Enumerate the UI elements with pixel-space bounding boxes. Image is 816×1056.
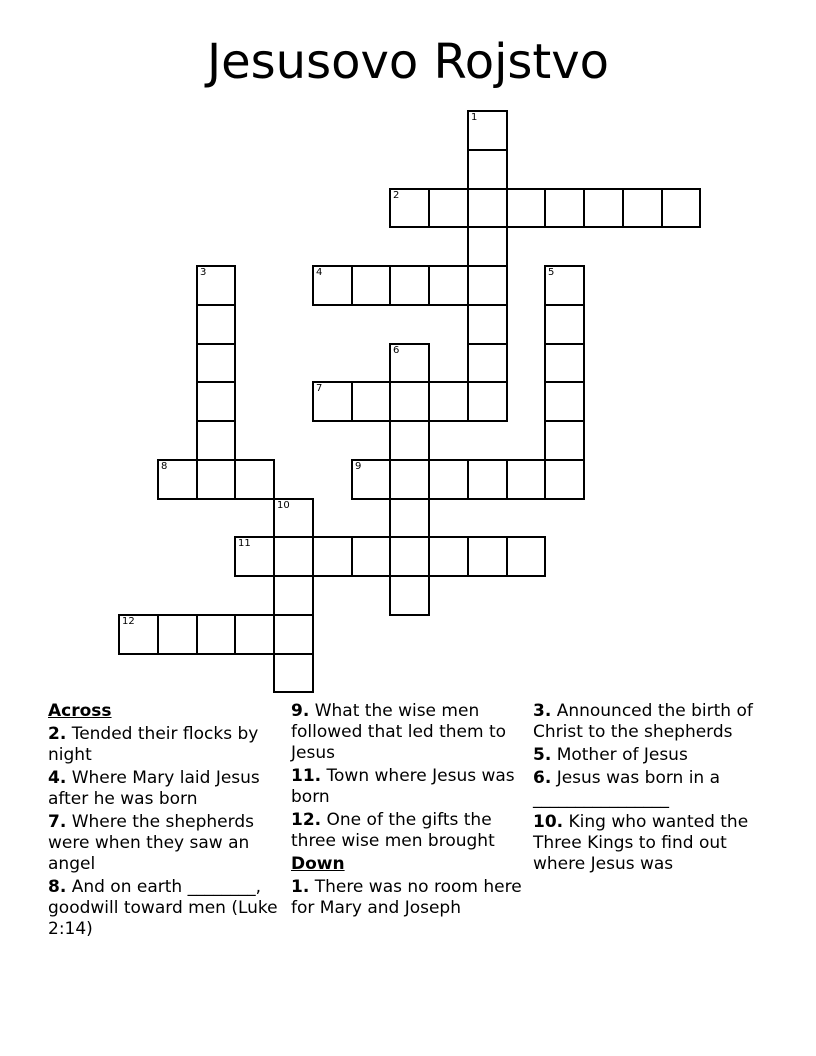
grid-cell[interactable] <box>351 536 391 577</box>
grid-cell[interactable] <box>506 536 546 577</box>
clue-number-label: 3 <box>200 267 207 278</box>
clue-number-label: 9 <box>355 461 362 472</box>
grid-cell[interactable] <box>389 381 430 422</box>
grid-cell[interactable] <box>234 459 275 500</box>
clue-number-label: 10 <box>277 500 290 511</box>
grid-cell[interactable] <box>351 381 391 422</box>
grid-cell[interactable] <box>273 575 314 616</box>
clue-down-6 <box>533 768 765 810</box>
clue-number-label: 12 <box>122 616 135 627</box>
clue-number: 2. <box>48 724 67 744</box>
clue-text: There was no room here for Mary and Joseph <box>291 877 522 918</box>
clue-down-3 <box>533 701 765 743</box>
clue-text: Mother of Jesus <box>556 745 688 765</box>
clue-number: 9. <box>291 701 310 721</box>
clue-number-label: 6 <box>393 345 400 356</box>
grid-cell[interactable] <box>389 343 430 383</box>
clue-down-5 <box>533 745 765 766</box>
grid-cell[interactable] <box>196 343 236 383</box>
grid-cell[interactable] <box>234 614 275 655</box>
clue-number-label: 11 <box>238 538 251 549</box>
clue-number: 12. <box>291 810 322 830</box>
grid-cell[interactable] <box>196 381 236 422</box>
clue-number: 10. <box>533 812 564 832</box>
grid-cell[interactable] <box>196 265 236 306</box>
clue-number: 1. <box>291 877 310 897</box>
grid-cell[interactable] <box>389 188 430 228</box>
grid-cell[interactable] <box>467 226 508 267</box>
grid-cell[interactable] <box>351 265 391 306</box>
grid-cell[interactable] <box>544 265 585 306</box>
clue-number-label: 8 <box>161 461 168 472</box>
grid-cell[interactable] <box>234 536 275 577</box>
clue-text: Where the shepherds were when they saw an angel <box>48 812 254 874</box>
clue-number: 4. <box>48 768 67 788</box>
clue-across-9 <box>291 701 523 764</box>
grid-cell[interactable] <box>196 459 236 500</box>
grid-cell[interactable] <box>506 459 546 500</box>
clue-text: What the wise men followed that led them to Jesus <box>291 701 507 763</box>
clue-text: Town where Jesus was born <box>291 766 515 807</box>
grid-cell[interactable] <box>544 304 585 345</box>
clue-text: Tended their flocks by night <box>48 724 259 765</box>
clue-text: One of the gifts the three wise men brought <box>291 810 495 851</box>
clue-text: Where Mary laid Jesus after he was born <box>48 768 260 809</box>
clue-text: And on earth ________, goodwill toward men (Luke 2:14) <box>48 877 278 939</box>
clue-number: 7. <box>48 812 67 832</box>
clue-number: 6. <box>533 768 552 788</box>
grid-cell[interactable] <box>467 149 508 190</box>
clue-number-label: 7 <box>316 383 323 394</box>
clue-across-8 <box>48 877 280 940</box>
grid-cell[interactable] <box>661 188 701 228</box>
grid-cell[interactable] <box>544 459 585 500</box>
clue-text: King who wanted the Three Kings to find out where Jesus was <box>533 812 749 874</box>
grid-cell[interactable] <box>544 188 585 228</box>
grid-cell[interactable] <box>544 420 585 461</box>
clue-number-label: 2 <box>393 190 400 201</box>
clue-across-4 <box>48 768 280 810</box>
grid-cell[interactable] <box>118 614 159 655</box>
clue-text: Announced the birth of Christ to the shepherds <box>533 701 753 742</box>
across-heading: Across <box>48 701 112 721</box>
clue-number-label: 1 <box>471 112 478 123</box>
grid-cell[interactable] <box>467 343 508 383</box>
clues-column-1 <box>48 701 280 942</box>
grid-cell[interactable] <box>196 420 236 461</box>
grid-cell[interactable] <box>273 614 314 655</box>
clue-across-11 <box>291 766 523 808</box>
down-heading: Down <box>291 854 345 874</box>
grid-cell[interactable] <box>196 304 236 345</box>
grid-cell[interactable] <box>273 498 314 538</box>
clue-across-7 <box>48 812 280 875</box>
grid-cell[interactable] <box>467 188 508 228</box>
grid-cell[interactable] <box>428 381 469 422</box>
clue-number: 5. <box>533 745 552 765</box>
grid-cell[interactable] <box>389 498 430 538</box>
grid-cell[interactable] <box>467 304 508 345</box>
page-title: Jesusovo Rojstvo <box>206 34 610 90</box>
grid-cell[interactable] <box>312 265 353 306</box>
clue-across-2 <box>48 724 280 766</box>
grid-cell[interactable] <box>467 459 508 500</box>
clue-number-label: 5 <box>548 267 555 278</box>
grid-cell[interactable] <box>389 265 430 306</box>
clue-number: 8. <box>48 877 67 897</box>
grid-cell[interactable] <box>544 381 585 422</box>
grid-cell[interactable] <box>389 420 430 461</box>
grid-cell[interactable] <box>467 536 508 577</box>
grid-cell[interactable] <box>351 459 391 500</box>
grid-cell[interactable] <box>622 188 663 228</box>
grid-cell[interactable] <box>428 459 469 500</box>
clues-column-2 <box>291 701 523 921</box>
grid-cell[interactable] <box>467 265 508 306</box>
grid-cell[interactable] <box>389 459 430 500</box>
clue-down-10 <box>533 812 765 875</box>
grid-cell[interactable] <box>467 381 508 422</box>
grid-cell[interactable] <box>544 343 585 383</box>
grid-cell[interactable] <box>196 614 236 655</box>
grid-cell[interactable] <box>428 265 469 306</box>
grid-cell[interactable] <box>273 536 314 577</box>
grid-cell[interactable] <box>273 653 314 693</box>
grid-cell[interactable] <box>428 188 469 228</box>
clue-text: Jesus was born in a ________________ <box>533 768 721 809</box>
grid-cell[interactable] <box>157 614 198 655</box>
clue-number: 3. <box>533 701 552 721</box>
grid-cell[interactable] <box>312 381 353 422</box>
grid-cell[interactable] <box>506 188 546 228</box>
clue-across-12 <box>291 810 523 852</box>
clue-number: 11. <box>291 766 322 786</box>
grid-cell[interactable] <box>389 536 430 577</box>
grid-cell[interactable] <box>312 536 353 577</box>
grid-cell[interactable] <box>428 536 469 577</box>
grid-cell[interactable] <box>583 188 624 228</box>
clues-column-3 <box>533 701 765 877</box>
clue-number-label: 4 <box>316 267 323 278</box>
grid-cell[interactable] <box>157 459 198 500</box>
clue-down-1 <box>291 877 523 919</box>
grid-cell[interactable] <box>467 110 508 151</box>
grid-cell[interactable] <box>389 575 430 616</box>
